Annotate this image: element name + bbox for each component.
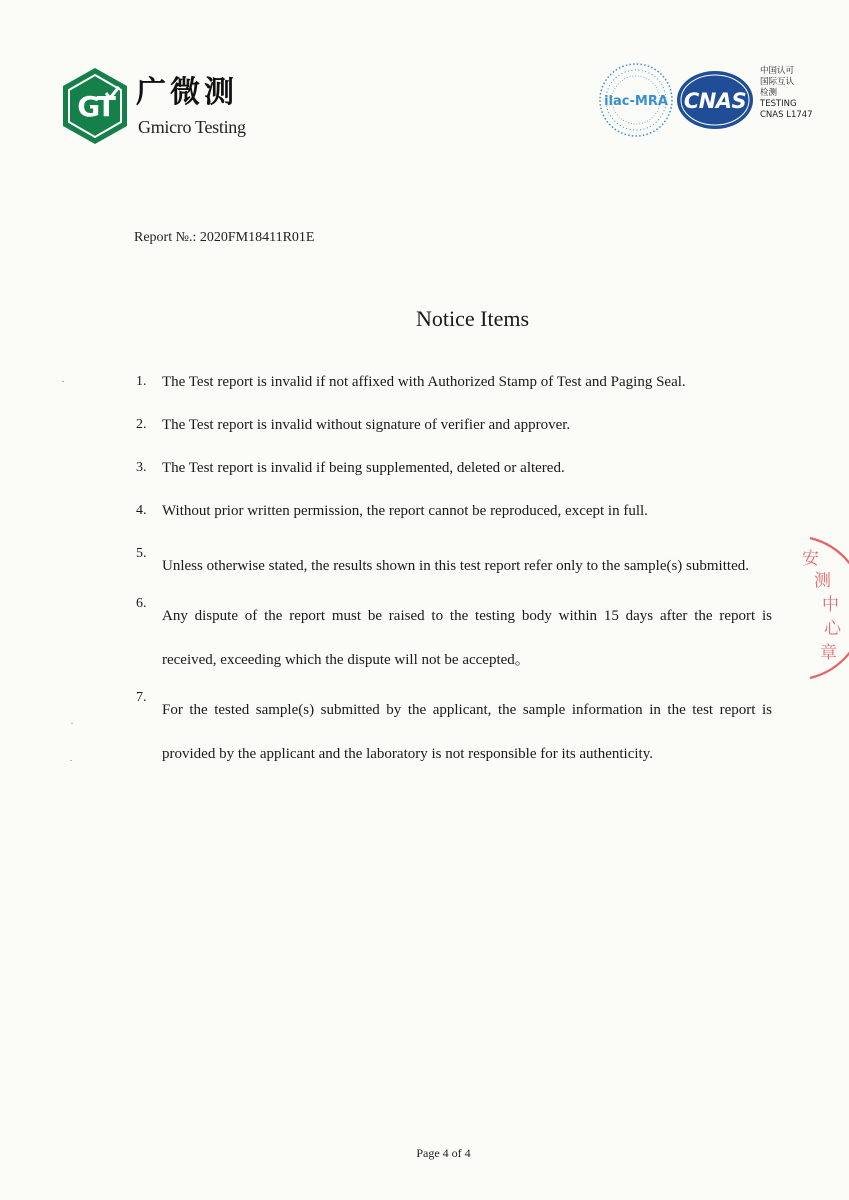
ilac-cnas-marks [598,60,758,140]
cnas-line: TESTING [760,99,797,109]
notice-list [136,372,772,776]
cnas-logo [677,71,753,129]
cnas-line: 中国认可 [760,66,795,76]
scan-speck [62,381,64,382]
logo-english-name: Gmicro Testing [138,117,246,137]
gt-logo-letters: GT [77,90,113,123]
notice-item [136,688,772,776]
notice-text: Any dispute of the report must be raised to the testing body within 15 days after the report is received, exceeding which the dispute will not be accepted。 [162,608,772,668]
notice-text: The Test report is invalid without signature of verifier and approver. [162,417,571,433]
gmicro-logo [60,66,360,146]
notice-text: The Test report is invalid if being supplemented, deleted or altered. [162,460,565,476]
notice-text: Without prior written permission, the report cannot be reproduced, except in full. [162,503,648,519]
report-number-value: 2020FM18411R01E [199,230,315,245]
paging-seal-stamp [758,528,849,688]
cnas-line: 检测 [760,88,778,98]
notice-item [136,544,772,588]
scan-speck [70,760,72,761]
page-title: Notice Items [415,306,530,331]
stamp-text: 安测中心章 [802,549,841,663]
page-number: Page 4 of 4 [416,1146,471,1160]
notice-number: 7. [136,690,147,705]
logo-chinese-name: 广微测 [136,75,238,110]
gt-hexagon-icon [60,66,130,146]
notice-number: 3. [136,460,147,475]
cnas-line: 国际互认 [760,77,795,87]
notice-number: 6. [136,596,147,611]
ilac-mra-logo [600,64,672,136]
notice-text: For the tested sample(s) submitted by the applicant, the sample information in the test report is provided by the applicant and the laboratory is not responsible for its authenticity. [162,702,772,762]
cnas-accreditation-info [760,66,813,121]
ilac-mra-text: ilac-MRA [604,94,668,109]
report-number-line [134,230,314,246]
report-number-label: Report №.: [134,230,197,245]
scan-speck [71,723,73,724]
accreditation-marks [598,60,828,140]
notice-text: The Test report is invalid if not affixed with Authorized Stamp of Test and Paging Seal. [162,374,686,390]
notice-item [136,415,772,435]
notice-number: 5. [136,546,147,561]
cnas-text: CNAS [683,89,747,113]
notice-number: 2. [136,417,147,432]
notice-number: 1. [136,374,147,389]
notice-item [136,458,772,478]
notice-item [136,372,772,392]
notice-text: Unless otherwise stated, the results shown in this test report refer only to the sample(s) submitted. [162,558,749,574]
cnas-line: CNAS L1747 [760,110,813,120]
notice-number: 4. [136,503,147,518]
notice-item [136,501,772,521]
notice-item [136,594,772,682]
